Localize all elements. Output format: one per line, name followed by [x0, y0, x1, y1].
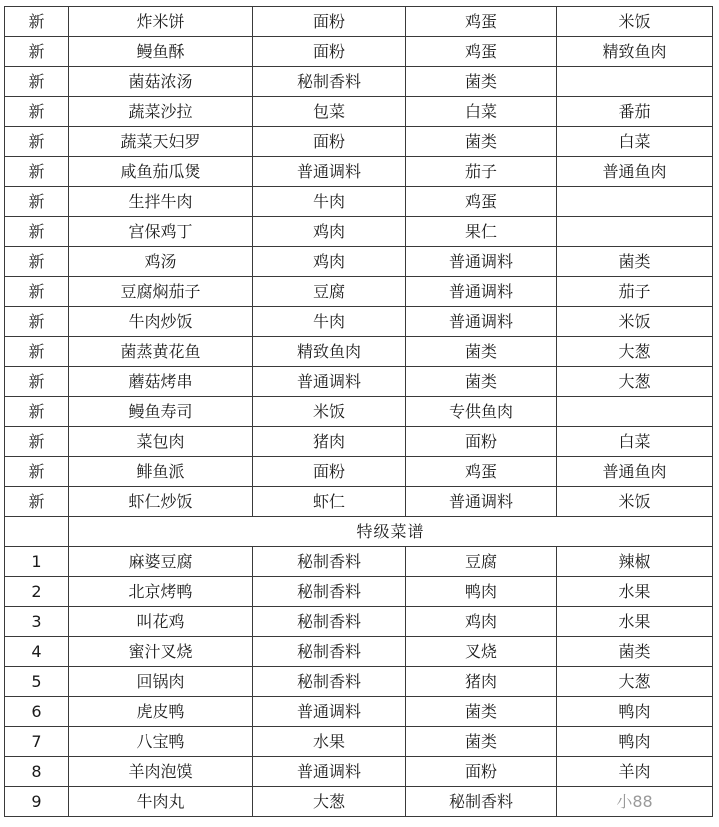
- recipe-tag: 新: [5, 427, 69, 457]
- ingredient-2: 豆腐: [406, 547, 557, 577]
- ingredient-3: 水果: [557, 577, 713, 607]
- ingredient-3: 茄子: [557, 277, 713, 307]
- recipe-tag: 新: [5, 37, 69, 67]
- recipe-name: 牛肉丸: [69, 787, 253, 817]
- ingredient-1: 秘制香料: [253, 607, 406, 637]
- ingredient-3: 米饭: [557, 7, 713, 37]
- ingredient-3: 鸭肉: [557, 727, 713, 757]
- recipe-name: 牛肉炒饭: [69, 307, 253, 337]
- recipe-tag: 8: [5, 757, 69, 787]
- table-row: [5, 307, 713, 337]
- table-row: [5, 217, 713, 247]
- recipe-tag: 新: [5, 187, 69, 217]
- ingredient-2: 猪肉: [406, 667, 557, 697]
- recipe-tag: 5: [5, 667, 69, 697]
- ingredient-2: 茄子: [406, 157, 557, 187]
- special-section-header-body: [5, 517, 713, 547]
- ingredient-1: 包菜: [253, 97, 406, 127]
- recipe-tag: 新: [5, 67, 69, 97]
- recipe-tag: 新: [5, 217, 69, 247]
- recipe-name: 生拌牛肉: [69, 187, 253, 217]
- table-row: [5, 187, 713, 217]
- table-row: [5, 547, 713, 577]
- table-row: [5, 67, 713, 97]
- ingredient-2: 秘制香料: [406, 787, 557, 817]
- recipe-tag: 9: [5, 787, 69, 817]
- ingredient-1: 大葱: [253, 787, 406, 817]
- section-header-spacer: [5, 517, 69, 547]
- recipe-tag: 新: [5, 7, 69, 37]
- table-row: [5, 667, 713, 697]
- recipe-sheet: [4, 6, 712, 817]
- ingredient-2: 菌类: [406, 727, 557, 757]
- ingredient-1: 豆腐: [253, 277, 406, 307]
- ingredient-2: 鸡蛋: [406, 37, 557, 67]
- table-row: [5, 697, 713, 727]
- recipe-name: 叫花鸡: [69, 607, 253, 637]
- recipe-tag: 新: [5, 397, 69, 427]
- ingredient-2: 菌类: [406, 67, 557, 97]
- ingredient-3: 普通鱼肉: [557, 457, 713, 487]
- ingredient-1: 秘制香料: [253, 577, 406, 607]
- ingredient-2: 面粉: [406, 427, 557, 457]
- ingredient-2: 叉烧: [406, 637, 557, 667]
- ingredient-3: 米饭: [557, 487, 713, 517]
- recipe-tag: 新: [5, 157, 69, 187]
- recipe-name: 鳗鱼寿司: [69, 397, 253, 427]
- table-row: [5, 157, 713, 187]
- recipe-name: 蔬菜沙拉: [69, 97, 253, 127]
- ingredient-1: 普通调料: [253, 157, 406, 187]
- recipe-name: 宫保鸡丁: [69, 217, 253, 247]
- recipe-name: 菌蒸黄花鱼: [69, 337, 253, 367]
- ingredient-1: 普通调料: [253, 757, 406, 787]
- ingredient-1: 精致鱼肉: [253, 337, 406, 367]
- section-title: 特级菜谱: [69, 517, 713, 547]
- ingredient-3: 鸭肉: [557, 697, 713, 727]
- recipe-name: 豆腐焖茄子: [69, 277, 253, 307]
- ingredient-3: [557, 397, 713, 427]
- ingredient-1: 秘制香料: [253, 637, 406, 667]
- recipe-name: 回锅肉: [69, 667, 253, 697]
- table-row: [5, 397, 713, 427]
- recipe-tag: 新: [5, 127, 69, 157]
- table-row: [5, 367, 713, 397]
- recipe-tag: 新: [5, 457, 69, 487]
- ingredient-2: 专供鱼肉: [406, 397, 557, 427]
- ingredient-3: [557, 67, 713, 97]
- ingredient-1: 面粉: [253, 127, 406, 157]
- new-recipes-body: [5, 7, 713, 517]
- table-row: [5, 247, 713, 277]
- table-row: [5, 277, 713, 307]
- ingredient-1: 秘制香料: [253, 667, 406, 697]
- ingredient-1: 面粉: [253, 37, 406, 67]
- ingredient-1: 面粉: [253, 457, 406, 487]
- ingredient-3: 米饭: [557, 307, 713, 337]
- recipe-name: 炸米饼: [69, 7, 253, 37]
- ingredient-2: 菌类: [406, 697, 557, 727]
- recipe-name: 咸鱼茄瓜煲: [69, 157, 253, 187]
- recipe-tag: 1: [5, 547, 69, 577]
- table-row: [5, 487, 713, 517]
- ingredient-1: 虾仁: [253, 487, 406, 517]
- recipe-tag: 新: [5, 247, 69, 277]
- ingredient-2: 鸡蛋: [406, 187, 557, 217]
- recipe-name: 八宝鸭: [69, 727, 253, 757]
- ingredient-2: 菌类: [406, 367, 557, 397]
- ingredient-3: 小88: [557, 787, 713, 817]
- table-row: [5, 577, 713, 607]
- recipe-tag: 7: [5, 727, 69, 757]
- ingredient-3: 羊肉: [557, 757, 713, 787]
- recipe-name: 鲱鱼派: [69, 457, 253, 487]
- special-recipes-body: [5, 547, 713, 817]
- ingredient-3: 菌类: [557, 637, 713, 667]
- table-row: [5, 457, 713, 487]
- ingredient-2: 鸡蛋: [406, 7, 557, 37]
- ingredient-1: 猪肉: [253, 427, 406, 457]
- table-row: [5, 427, 713, 457]
- ingredient-1: 普通调料: [253, 367, 406, 397]
- ingredient-1: 鸡肉: [253, 247, 406, 277]
- ingredient-2: 鸡蛋: [406, 457, 557, 487]
- ingredient-3: 水果: [557, 607, 713, 637]
- ingredient-1: 面粉: [253, 7, 406, 37]
- ingredient-2: 鸡肉: [406, 607, 557, 637]
- ingredient-3: 番茄: [557, 97, 713, 127]
- recipe-name: 菜包肉: [69, 427, 253, 457]
- recipe-name: 虎皮鸭: [69, 697, 253, 727]
- section-header-row: [5, 517, 713, 547]
- ingredient-3: 普通鱼肉: [557, 157, 713, 187]
- recipe-name: 蜜汁叉烧: [69, 637, 253, 667]
- ingredient-1: 米饭: [253, 397, 406, 427]
- table-row: [5, 7, 713, 37]
- recipe-name: 鳗鱼酥: [69, 37, 253, 67]
- recipe-tag: 新: [5, 337, 69, 367]
- recipe-name: 麻婆豆腐: [69, 547, 253, 577]
- ingredient-2: 菌类: [406, 127, 557, 157]
- ingredient-2: 普通调料: [406, 277, 557, 307]
- ingredient-1: 牛肉: [253, 307, 406, 337]
- table-row: [5, 337, 713, 367]
- table-row: [5, 127, 713, 157]
- ingredient-2: 普通调料: [406, 487, 557, 517]
- recipe-tag: 新: [5, 487, 69, 517]
- ingredient-1: 鸡肉: [253, 217, 406, 247]
- table-row: [5, 637, 713, 667]
- ingredient-2: 面粉: [406, 757, 557, 787]
- recipe-tag: 3: [5, 607, 69, 637]
- ingredient-1: 牛肉: [253, 187, 406, 217]
- ingredient-3: 白菜: [557, 427, 713, 457]
- ingredient-1: 水果: [253, 727, 406, 757]
- recipe-name: 鸡汤: [69, 247, 253, 277]
- ingredient-3: 大葱: [557, 367, 713, 397]
- ingredient-2: 鸭肉: [406, 577, 557, 607]
- ingredient-2: 普通调料: [406, 247, 557, 277]
- table-row: [5, 787, 713, 817]
- recipe-name: 北京烤鸭: [69, 577, 253, 607]
- recipe-tag: 新: [5, 97, 69, 127]
- recipe-name: 蔬菜天妇罗: [69, 127, 253, 157]
- recipe-tag: 新: [5, 307, 69, 337]
- ingredient-3: 大葱: [557, 667, 713, 697]
- table-row: [5, 757, 713, 787]
- ingredient-2: 普通调料: [406, 307, 557, 337]
- recipe-tag: 6: [5, 697, 69, 727]
- recipe-name: 虾仁炒饭: [69, 487, 253, 517]
- recipe-tag: 新: [5, 367, 69, 397]
- ingredient-1: 秘制香料: [253, 67, 406, 97]
- ingredient-3: 辣椒: [557, 547, 713, 577]
- ingredient-3: 白菜: [557, 127, 713, 157]
- ingredient-3: 精致鱼肉: [557, 37, 713, 67]
- ingredient-3: 大葱: [557, 337, 713, 367]
- recipe-name: 蘑菇烤串: [69, 367, 253, 397]
- ingredient-1: 普通调料: [253, 697, 406, 727]
- recipe-name: 菌菇浓汤: [69, 67, 253, 97]
- ingredient-2: 果仁: [406, 217, 557, 247]
- recipe-tag: 新: [5, 277, 69, 307]
- table-row: [5, 607, 713, 637]
- table-row: [5, 97, 713, 127]
- ingredient-3: [557, 217, 713, 247]
- recipe-tag: 2: [5, 577, 69, 607]
- recipe-table: [4, 6, 713, 817]
- ingredient-2: 白菜: [406, 97, 557, 127]
- ingredient-3: [557, 187, 713, 217]
- table-row: [5, 37, 713, 67]
- ingredient-3: 菌类: [557, 247, 713, 277]
- recipe-name: 羊肉泡馍: [69, 757, 253, 787]
- recipe-tag: 4: [5, 637, 69, 667]
- table-row: [5, 727, 713, 757]
- ingredient-1: 秘制香料: [253, 547, 406, 577]
- ingredient-2: 菌类: [406, 337, 557, 367]
